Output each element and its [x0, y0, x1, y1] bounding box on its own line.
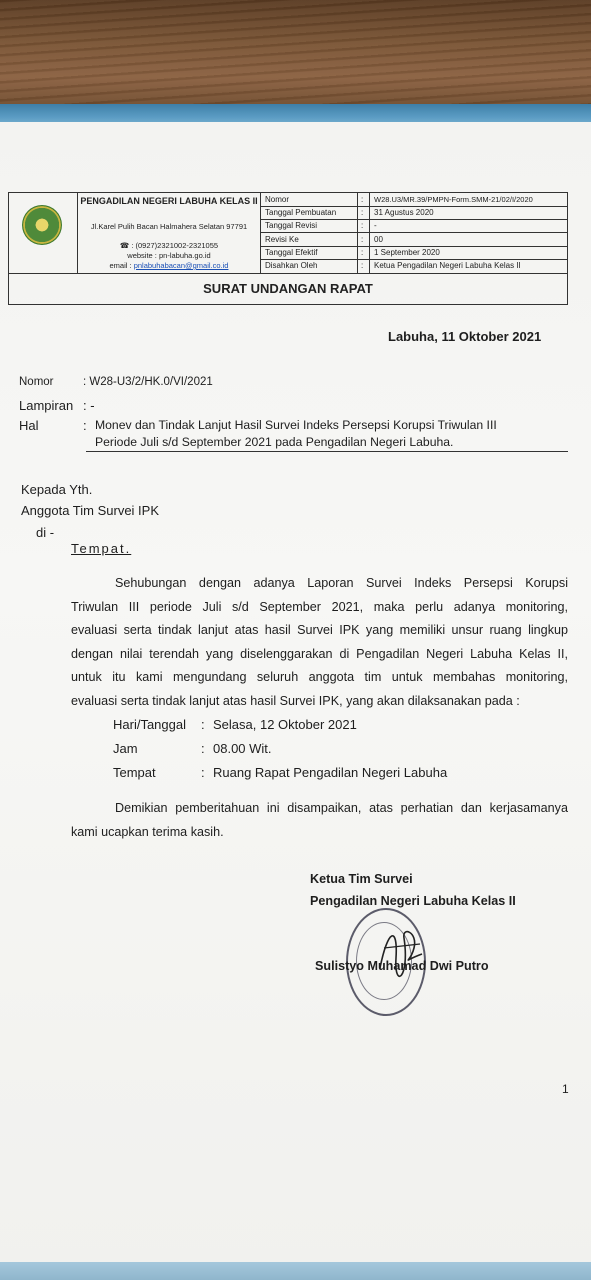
- recipient-line-3: di -: [36, 525, 55, 540]
- schedule-label-day: Hari/Tanggal: [113, 717, 186, 732]
- meta-row-revisi-ke: [261, 233, 567, 247]
- body-line: evaluasi serta tindak lanjut atas hasil Survei IPK, yang akan dilaksanakan pada :: [71, 693, 520, 708]
- logo-cell: [9, 193, 78, 273]
- hal-subject-line-2: Periode Juli s/d September 2021 pada Pengadilan Negeri Labuha.: [95, 435, 454, 449]
- schedule-colon: :: [201, 717, 205, 732]
- meta-value: 1 September 2020: [374, 248, 440, 257]
- meta-value: -: [374, 221, 377, 230]
- meta-colon: :: [361, 261, 364, 270]
- subject-underline: [86, 451, 568, 452]
- recipient-line-2: Anggota Tim Survei IPK: [21, 503, 160, 518]
- lampiran-label: Lampiran: [19, 398, 74, 413]
- email-link[interactable]: pnlabuhabacan@gmail.co.id: [133, 261, 229, 270]
- blue-folder-bottom: [0, 1262, 591, 1280]
- schedule-label-time: Jam: [113, 741, 138, 756]
- signatory-title-1: Ketua Tim Survei: [310, 872, 413, 886]
- body-paragraph: [71, 572, 568, 713]
- hal-label: Hal: [19, 418, 39, 433]
- hal-subject-line-1: Monev dan Tindak Lanjut Hasil Survei Indeks Persepsi Korupsi Triwulan III: [95, 418, 497, 432]
- body-line: evaluasi serta tindak lanjut atas hasil Survei IPK yang memiliki unsur ruang lingkup: [71, 623, 568, 637]
- court-website: website : pn-labuha.go.id: [127, 251, 211, 260]
- closing-line: Demikian pemberitahuan ini disampaikan, atas perhatian dan kerjasamanya: [115, 801, 568, 815]
- court-email: [78, 261, 260, 270]
- meta-row-tanggal-efektif: [261, 246, 567, 260]
- signature-icon: [370, 918, 430, 988]
- recipient-line-1: Kepada Yth.: [21, 482, 93, 497]
- letterhead-top-row: [9, 193, 567, 274]
- meta-colon: :: [361, 235, 364, 244]
- meta-row-tanggal-pembuatan: [261, 206, 567, 220]
- page-number: 1: [562, 1082, 569, 1096]
- meta-label: Nomor: [265, 195, 290, 204]
- hal-colon: :: [83, 418, 87, 433]
- meta-colon: :: [361, 248, 364, 257]
- lampiran-value: : -: [83, 398, 95, 413]
- body-line: untuk itu kami mengundang seluruh anggota tim untuk membahas monitoring,: [71, 670, 568, 684]
- meta-label: Tanggal Pembuatan: [265, 208, 337, 217]
- signatory-title-2: Pengadilan Negeri Labuha Kelas II: [310, 894, 516, 908]
- meta-colon: :: [361, 195, 364, 204]
- meta-colon: :: [361, 221, 364, 230]
- schedule-colon: :: [201, 741, 205, 756]
- body-line: dengan nilai terendah yang diselenggarakan di Pengadilan Negeri Labuha Kelas II,: [71, 646, 568, 661]
- closing-line: kami ucapkan terima kasih.: [71, 824, 224, 839]
- court-phone-number: (0927)2321002-2321055: [135, 241, 219, 250]
- recipient-place: Tempat.: [71, 541, 132, 556]
- body-line: Sehubungan dengan adanya Laporan Survei Indeks Persepsi Korupsi: [115, 576, 568, 590]
- schedule-value-place: Ruang Rapat Pengadilan Negeri Labuha: [213, 765, 448, 780]
- meta-label: Disahkan Oleh: [265, 261, 318, 270]
- schedule-label-place: Tempat: [113, 765, 156, 780]
- place-date: Labuha, 11 Oktober 2021: [388, 329, 542, 344]
- meta-colon: :: [361, 208, 364, 217]
- nomor-value: : W28-U3/2/HK.0/VI/2021: [83, 376, 213, 388]
- phone-icon: ☎ :: [119, 241, 136, 250]
- nomor-label: Nomor: [19, 376, 54, 388]
- schedule-value-day: Selasa, 12 Oktober 2021: [213, 717, 357, 732]
- meta-label: Revisi Ke: [265, 235, 299, 244]
- court-phone: [78, 241, 260, 250]
- schedule-colon: :: [201, 765, 205, 780]
- court-name: PENGADILAN NEGERI LABUHA KELAS II: [80, 196, 258, 206]
- court-address: Jl.Karel Pulih Bacan Halmahera Selatan 97791: [90, 222, 248, 231]
- meta-row-tanggal-revisi: [261, 219, 567, 233]
- letterhead-table: [8, 192, 568, 305]
- body-line: Triwulan III periode Juli s/d September 2021, maka perlu adanya monitoring,: [71, 599, 568, 614]
- closing-paragraph: [71, 797, 568, 844]
- meta-value: W28.U3/MR.39/PMPN-Form.SMM-21/02/I/2020: [374, 195, 533, 204]
- meta-label: Tanggal Efektif: [265, 248, 318, 257]
- meta-row-nomor: [261, 193, 567, 207]
- schedule-value-time: 08.00 Wit.: [213, 741, 272, 756]
- meta-value: 31 Agustus 2020: [374, 208, 434, 217]
- wood-grain-texture: [0, 0, 591, 110]
- document-meta-table: [261, 193, 567, 273]
- meta-value: Ketua Pengadilan Negeri Labuha Kelas II: [374, 261, 521, 270]
- court-emblem-icon: [22, 205, 62, 245]
- email-label: email :: [109, 261, 132, 270]
- meta-row-disahkan-oleh: [261, 259, 567, 272]
- document-title: SURAT UNDANGAN RAPAT: [203, 281, 373, 296]
- court-info-cell: [78, 193, 261, 273]
- signatory-name: Sulistyo Muhamad Dwi Putro: [315, 959, 489, 973]
- meta-label: Tanggal Revisi: [265, 221, 318, 230]
- meta-value: 00: [374, 235, 383, 244]
